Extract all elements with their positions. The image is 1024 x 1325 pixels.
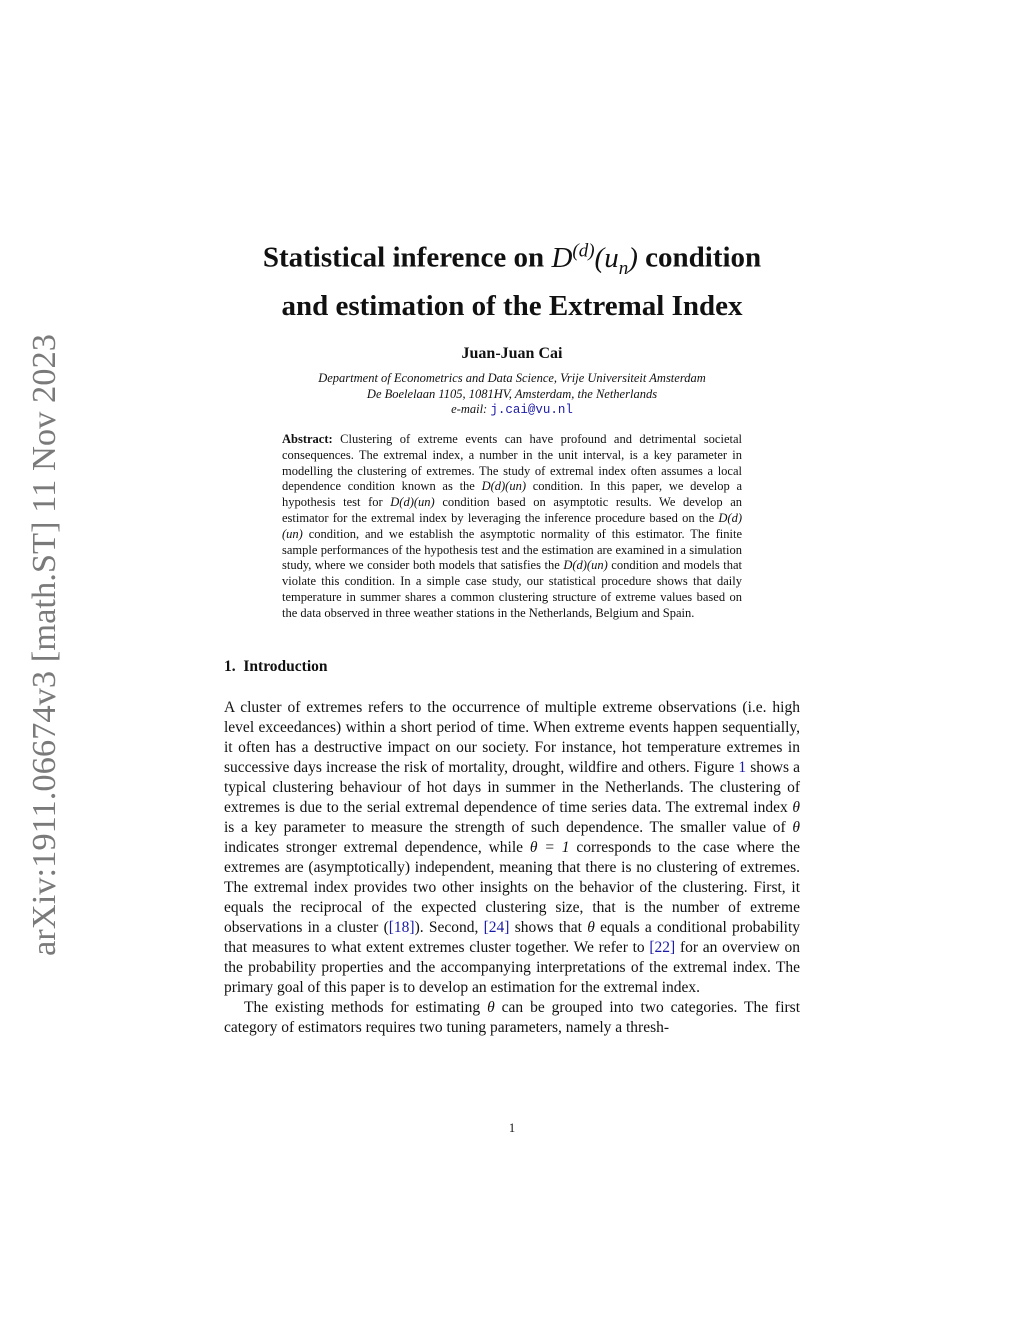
affiliation-line2: De Boelelaan 1105, 1081HV, Amsterdam, the Netherlands: [366, 386, 658, 401]
figure-ref-link[interactable]: 1: [738, 758, 747, 776]
email-line: [224, 402, 800, 419]
intro-paragraph-2: The existing methods for estimating θ can be grouped into two categories. The first category of estimators requires two tuning parameters, namely a thresh-: [224, 998, 801, 1036]
paper-title: [224, 232, 800, 325]
abstract: Abstract: Clustering of extreme events can have profound and detrimental societal consequences. The extremal index, a number in the unit interval, is a key parameter in modelling the clustering of extremes. The study of extremal index often assumes a local dependence condition known as the D(d)(un) condition. In this paper, we develop a hypothesis test for D(d)(un) condition based on asymptotic results. We develop an estimator for the extremal index by leveraging the inference procedure based on the D(d)(un) condition, and we establish the asymptotic normality of this estimator. The finite sample performances of the hypothesis test and the estimation are examined in a simulation study, where we consider both models that satisfies the D(d)(un) condition and models that violate this condition. In a simple case study, our statistical procedure shows that daily temperature in summer shares a common clustering structure of extreme values based on the data observed in three weather stations in the Netherlands, Belgium and Spain.: [282, 431, 743, 620]
abstract-label: Abstract:: [282, 431, 333, 446]
affiliation: [224, 371, 800, 419]
arxiv-id-text: arXiv:1911.06674v3 [math.ST] 11 Nov 2023: [26, 342, 63, 956]
citation-link-24[interactable]: [24]: [483, 918, 510, 936]
title-line2: and estimation of the Extremal Index: [281, 290, 743, 323]
affiliation-line1: Department of Econometrics and Data Science, Vrije Universiteit Amsterdam: [318, 371, 706, 386]
citation-link-22[interactable]: [22]: [649, 938, 676, 956]
arxiv-stamp: [15, 330, 75, 960]
email-label: e-mail:: [451, 402, 488, 417]
paper-page: [224, 232, 800, 1038]
math-d-un: D(d)(un): [563, 558, 608, 573]
math-d-un: D(d)(un): [481, 479, 527, 494]
page-number: 1: [508, 1121, 516, 1135]
citation-link-18[interactable]: [18]: [388, 918, 415, 936]
title-math: $D^{(d)}(u_n)$: [551, 240, 638, 279]
math-d-un: D(d)(un): [390, 495, 435, 510]
math-d-un: D(d)(un): [282, 510, 743, 541]
email-link[interactable]: j.cai@vu.nl: [490, 403, 573, 418]
section-heading-introduction: 1. Introduction: [224, 657, 328, 675]
author-name: Juan-Juan Cai: [461, 345, 563, 363]
title-part2: condition: [645, 241, 762, 274]
intro-paragraph-1: A cluster of extremes refers to the occurrence of multiple extreme observations (i.e. high level exceedances) within a short period of time. When extreme events happen sequentially, it often has a destructive impact on our society. For instance, hot temperature extremes in successive days increase the risk of mortality, drought, wildfire and others. Figure 1 shows a typical clustering behaviour of hot days in summer in the Netherlands. The clustering of extremes is due to the serial extremal dependence of time series data. The extremal index θ is a key parameter to measure the strength of such dependence. The smaller value of θ indicates stronger extremal dependence, while θ = 1 corresponds to the case where the extremes are (asymptotically) independent, meaning that there is no clustering of extremes. The extremal index provides two other insights on the behavior of the clustering. First, it equals the reciprocal of the expected clustering size, that is the number of extreme observations in a cluster ([18]). Second, [24] shows that θ equals a conditional probability that measures to what extent extremes cluster together. We refer to [22] for an overview on the probability properties and the accompanying interpretations of the extremal index. The primary goal of this paper is to develop an estimation for the extremal index.: [224, 698, 801, 996]
title-part1: Statistical inference on: [262, 241, 545, 274]
